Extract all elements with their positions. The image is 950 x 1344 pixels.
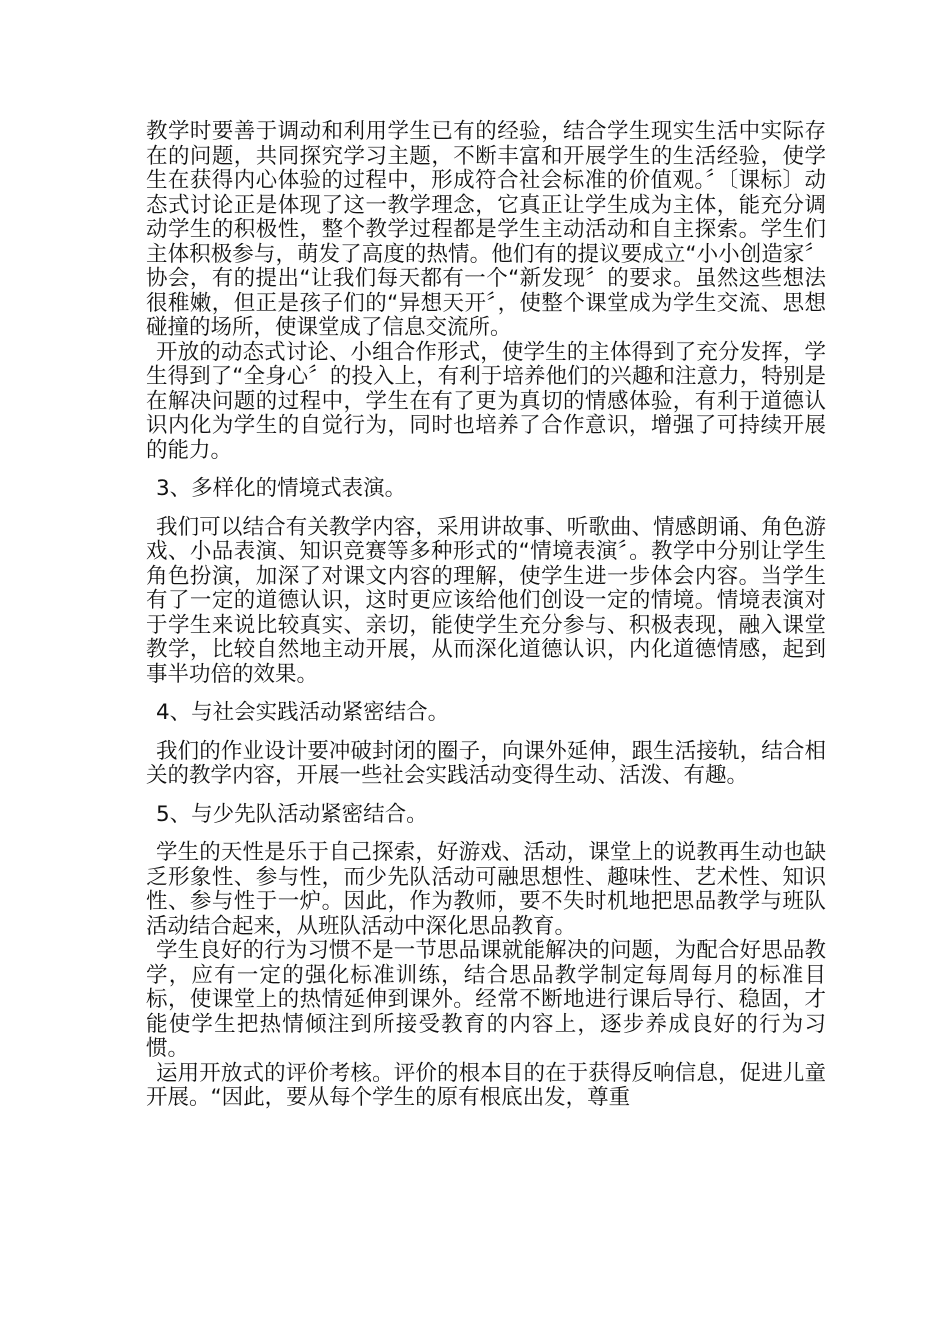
paragraph-open-evaluation: 运用开放式的评价考核。评价的根本目的在于获得反响信息，促进儿童开展。“因此，要从每个学生的原有根底出发，尊重 [146,1060,826,1110]
paragraph-behavior-habits: 学生良好的行为习惯不是一节思品课就能解决的问题，为配合好思品教学，应有一定的强化标准训练，结合思品教学制定每周每月的标准目标，使课堂上的热情延伸到课外。经常不断地进行课后导行、稳固，才能使学生把热情倾注到所接受教育的内容上，逐步养成良好的行为习惯。 [146,938,826,1061]
paragraph-situational-performance: 我们可以结合有关教学内容，采用讲故事、听歌曲、情感朗诵、角色游戏、小品表演、知识竞赛等多种形式的“情境表演〞。教学中分别让学生角色扮演，加深了对课文内容的理解，使学生进一步体会内容。当学生有了一定的道德认识，这时更应该给他们创设一定的情境。情境表演对于学生来说比较真实、亲切，能使学生充分参与、积极表现，融入课堂教学，比较自然地主动开展，从而深化道德认识，内化道德情感，起到事半功倍的效果。 [146,514,826,687]
paragraph-young-pioneers: 学生的天性是乐于自己探索，好游戏、活动，课堂上的说教再生动也缺乏形象性、参与性，而少先队活动可融思想性、趣味性、艺术性、知识性、参与性于一炉。因此，作为教师，要不失时机地把思品教学与班队活动结合起来，从班队活动中深化思品教育。 [146,840,826,939]
paragraph-open-discussion: 开放的动态式讨论、小组合作形式，使学生的主体得到了充分发挥，学生得到了“全身心〞的投入上，有利于培养他们的兴趣和注意力，特别是在解决问题的过程中，学生在有了更为真切的情感体验，有利于道德认识内化为学生的自觉行为，同时也培养了合作意识，增强了可持续开展的能力。 [146,339,826,463]
section-heading-4: 4、与社会实践活动紧密结合。 [156,700,450,725]
paragraph-curriculum-discussion: 教学时要善于调动和利用学生已有的经验，结合学生现实生活中实际存在的问题，共同探究学习主题，不断丰富和开展学生的生活经验，使学生在获得内心体验的过程中，形成符合社会标准的价值观。〞〔课标〕动态式讨论正是体现了这一教学理念，它真正让学生成为主体，能充分调动学生的积极性，整个教学过程都是学生主动活动和自主探索。学生们主体积极参与，萌发了高度的热情。他们有的提议要成立“小小创造家〞协会，有的提出“让我们每天都有一个“新发现〞的要求。虽然这些想法很稚嫩，但正是孩子们的“异想天开〞，使整个课堂成为学生交流、思想碰撞的场所，使课堂成了信息交流所。 [146,119,826,340]
document-body [146,120,826,1111]
paragraph-social-practice: 我们的作业设计要冲破封闭的圈子，向课外延伸，跟生活接轨，结合相关的教学内容，开展一些社会实践活动变得生动、活泼、有趣。 [146,738,826,788]
section-heading-3: 3、多样化的情境式表演。 [156,476,407,501]
section-heading-5: 5、与少先队活动紧密结合。 [156,801,428,827]
